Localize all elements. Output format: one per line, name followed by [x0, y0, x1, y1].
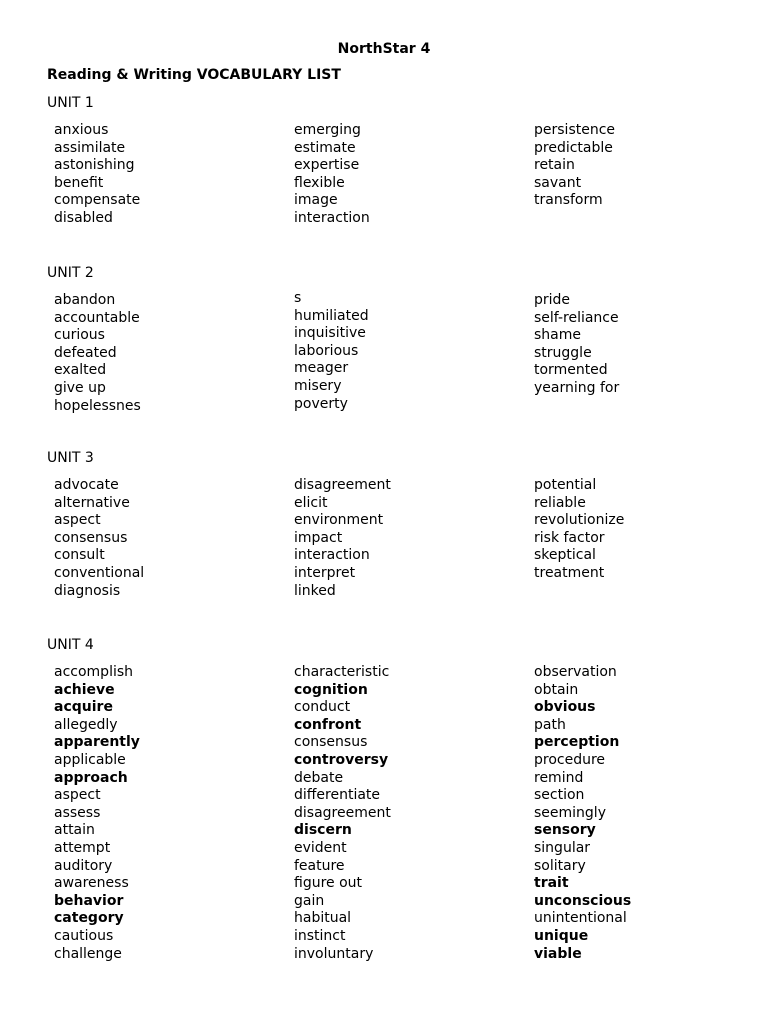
vocab-word: observation [534, 664, 617, 680]
vocab-word: figure out [294, 875, 363, 892]
vocab-word: assess [54, 804, 101, 821]
vocab-word: section [534, 787, 585, 804]
vocab-word: habitual [294, 910, 352, 927]
vocab-word: involuntary [294, 945, 374, 962]
vocab-word: procedure [534, 751, 606, 768]
vocab-word: evident [294, 839, 347, 856]
vocab-word: controversy [294, 751, 389, 768]
vocab-word: misery [294, 377, 342, 394]
vocab-word: interpret [294, 564, 356, 581]
vocab-word: trait [534, 875, 569, 892]
vocab-word: debate [294, 769, 344, 786]
vocab-word: unconscious [534, 892, 632, 909]
vocab-word: path [534, 716, 566, 733]
vocab-word: pride [534, 292, 571, 308]
vocab-word: interaction [294, 209, 370, 226]
vocab-word: consult [54, 547, 105, 564]
vocab-word: perception [534, 734, 620, 751]
vocab-word: challenge [54, 945, 122, 962]
vocab-word: shame [534, 327, 581, 344]
vocab-word: achieve [54, 681, 115, 698]
vocab-word: unique [534, 927, 589, 944]
vocab-word: allegedly [54, 716, 118, 733]
unit-2-column-3 [534, 292, 619, 398]
vocab-word: cognition [294, 681, 368, 698]
unit-4-column-2 [294, 664, 391, 963]
vocab-word: self-reliance [534, 309, 619, 326]
vocab-word: solitary [534, 857, 586, 874]
vocab-word: seemingly [534, 804, 606, 821]
vocab-word: diagnosis [54, 582, 121, 599]
vocab-word: impact [294, 529, 343, 546]
vocab-word: remind [534, 769, 584, 786]
vocab-word: image [294, 192, 338, 209]
vocab-word: elicit [294, 494, 328, 511]
vocab-word: estimate [294, 139, 356, 156]
vocab-word: retain [534, 157, 575, 174]
unit-3-column-2 [294, 477, 391, 600]
vocab-word: applicable [54, 751, 126, 768]
vocab-word: astonishing [54, 157, 135, 174]
vocab-word: apparently [54, 734, 140, 751]
vocab-word: hopelessnes [54, 397, 141, 414]
vocab-word: attain [54, 822, 95, 839]
vocab-word: curious [54, 327, 105, 344]
vocab-word: gain [294, 892, 325, 909]
vocab-word: tormented [534, 362, 608, 379]
vocab-word: feature [294, 857, 345, 874]
vocab-word: persistence [534, 122, 616, 138]
vocab-word: consensus [294, 734, 368, 751]
vocab-word: behavior [54, 892, 124, 909]
vocab-word: linked [294, 582, 336, 599]
vocab-word: sensory [534, 822, 596, 839]
vocab-word: savant [534, 174, 582, 191]
vocab-word: acquire [54, 699, 113, 716]
vocab-word: revolutionize [534, 512, 625, 529]
vocab-word: auditory [54, 857, 113, 874]
vocab-word: environment [294, 512, 384, 529]
unit-3-column-1 [54, 477, 144, 600]
vocab-word: viable [534, 945, 582, 962]
unit-4-column-1 [54, 664, 140, 963]
vocab-word: abandon [54, 292, 116, 308]
vocab-word: cautious [54, 927, 114, 944]
vocab-word: approach [54, 769, 128, 786]
vocab-word: flexible [294, 174, 345, 191]
document-title: NorthStar 4 [337, 41, 431, 57]
vocab-word: skeptical [534, 547, 596, 564]
vocab-word: risk factor [534, 529, 605, 546]
vocab-word: struggle [534, 344, 592, 361]
vocab-word: expertise [294, 157, 360, 174]
unit-3-heading: UNIT 3 [47, 450, 94, 466]
vocab-word: accomplish [54, 664, 134, 680]
vocab-word: unintentional [534, 910, 627, 927]
vocab-word: instinct [294, 927, 346, 944]
vocab-word: emerging [294, 122, 361, 138]
vocab-word: transform [534, 192, 603, 209]
vocab-word: aspect [54, 512, 101, 529]
vocab-word: conventional [54, 564, 145, 581]
vocab-word: yearning for [534, 379, 620, 396]
vocab-word: humiliated [294, 307, 369, 324]
vocab-word: poverty [294, 395, 348, 412]
vocab-word: defeated [54, 344, 117, 361]
vocab-word: predictable [534, 139, 613, 156]
vocab-word: exalted [54, 362, 107, 379]
vocab-word: advocate [54, 477, 119, 493]
unit-2-column-1 [54, 292, 141, 415]
vocab-word: attempt [54, 839, 111, 856]
vocab-word: interaction [294, 547, 370, 564]
vocab-word: laborious [294, 342, 359, 359]
unit-1-column-1 [54, 122, 140, 228]
unit-1-column-3 [534, 122, 615, 210]
vocab-word: differentiate [294, 787, 381, 804]
vocab-word: alternative [54, 494, 130, 511]
unit-2-heading: UNIT 2 [47, 265, 94, 281]
vocab-word: give up [54, 379, 106, 396]
vocab-word: discern [294, 822, 352, 839]
vocab-word: disagreement [294, 477, 391, 493]
vocab-word: disagreement [294, 804, 391, 821]
vocab-word: s [294, 290, 302, 306]
vocab-word: assimilate [54, 139, 126, 156]
vocab-word: confront [294, 716, 362, 733]
vocab-word: awareness [54, 875, 129, 892]
vocab-word: characteristic [294, 664, 390, 680]
vocab-word: obvious [534, 699, 596, 716]
vocab-word: disabled [54, 209, 113, 226]
vocab-word: obtain [534, 681, 579, 698]
unit-3-column-3 [534, 477, 624, 583]
vocab-word: treatment [534, 564, 605, 581]
unit-4-column-3 [534, 664, 631, 963]
vocab-word: reliable [534, 494, 586, 511]
vocab-word: consensus [54, 529, 128, 546]
vocab-word: potential [534, 477, 597, 493]
vocab-word: meager [294, 360, 349, 377]
vocab-word: compensate [54, 192, 141, 209]
vocab-word: benefit [54, 174, 104, 191]
vocab-word: singular [534, 839, 591, 856]
vocab-word: anxious [54, 122, 109, 138]
vocab-word: accountable [54, 309, 140, 326]
vocab-word: inquisitive [294, 325, 366, 342]
document-subtitle: Reading & Writing VOCABULARY LIST [47, 67, 341, 83]
unit-1-column-2 [294, 122, 370, 228]
vocab-word: aspect [54, 787, 101, 804]
unit-2-column-2 [294, 290, 369, 413]
unit-4-heading: UNIT 4 [47, 637, 94, 653]
vocab-word: conduct [294, 699, 351, 716]
unit-1-heading: UNIT 1 [47, 95, 94, 111]
vocab-word: category [54, 910, 124, 927]
